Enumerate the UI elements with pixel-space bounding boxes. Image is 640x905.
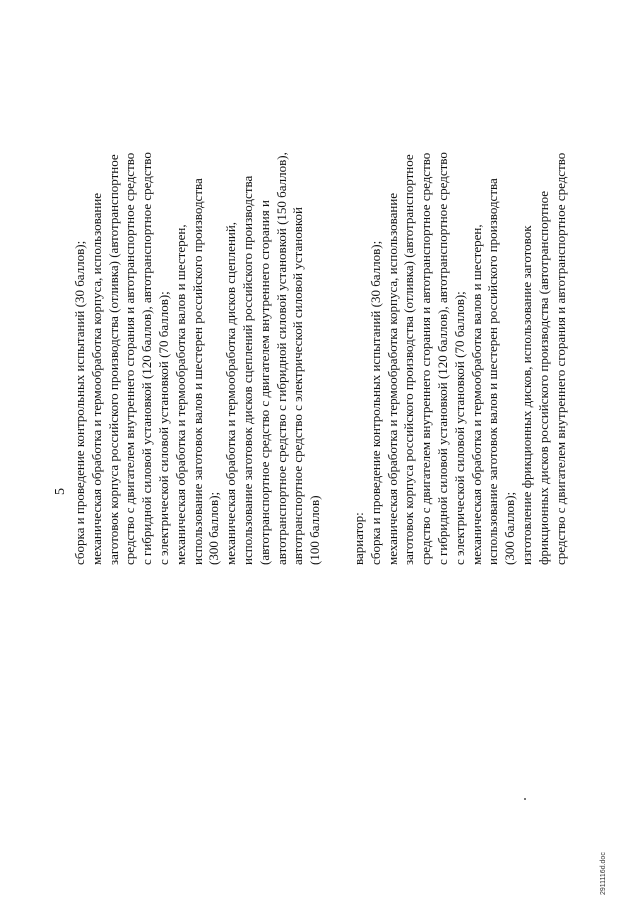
text-line: вариатор: <box>351 512 366 565</box>
text-line: использование заготовок дисков сцеплений российского производства <box>239 175 255 565</box>
text-line: с гибридной силовой установкой (120 баллов), автотранспортное средство <box>434 152 450 565</box>
text-line: автотранспортное средство с гибридной силовой установкой (150 баллов), <box>273 152 289 565</box>
text-line: средство с двигателем внутреннего сгорания и автотранспортное средство <box>418 152 434 565</box>
text-line: заготовок корпуса российского производства (отливка) (автотранспортное <box>105 154 121 565</box>
text-line: (300 баллов); <box>206 491 222 565</box>
text-block-gearbox <box>72 45 324 565</box>
text-line: средство с двигателем внутреннего сгорания и автотранспортное средство <box>122 152 138 565</box>
text-line: механическая обработка и термообработка дисков сцеплений, <box>223 221 239 565</box>
text-line: (300 баллов); <box>502 491 518 565</box>
page-number: 5 <box>53 488 68 495</box>
text-line: механическая обработка и термообработка корпуса, использование <box>88 192 104 565</box>
text-line: сборка и проведение контрольных испытаний (30 баллов); <box>72 240 87 565</box>
text-line: автотранспортное средство с электрической силовой установкой <box>290 207 306 565</box>
rotated-page-content <box>53 35 586 875</box>
text-line: использование заготовок валов и шестерен российского производства <box>189 178 205 565</box>
text-line: механическая обработка и термообработка корпуса, использование <box>384 192 400 565</box>
text-line: сборка и проведение контрольных испытаний (30 баллов); <box>367 240 383 565</box>
text-line: с электрической силовой установкой (70 баллов); <box>451 291 467 565</box>
text-line: фрикционных дисков российского производства (автотранспортное <box>535 190 551 565</box>
text-line: заготовок корпуса российского производства (отливка) (автотранспортное <box>401 154 417 565</box>
text-line: с гибридной силовой установкой (120 баллов), автотранспортное средство <box>139 152 155 565</box>
text-line: (автотранспортное средство с двигателем внутреннего сгорания и <box>256 200 272 565</box>
text-block-variator <box>351 45 569 565</box>
text-line: механическая обработка и термообработка валов и шестерен, <box>468 224 484 565</box>
text-line: с электрической силовой установкой (70 баллов); <box>155 291 171 565</box>
text-line: средство с двигателем внутреннего сгорания и автотранспортное средство <box>552 152 568 565</box>
footer-doc-code: 2911116d.doc <box>600 852 607 895</box>
text-line: использование заготовок валов и шестерен российского производства <box>485 178 501 565</box>
text-line: (100 баллов) <box>307 495 323 565</box>
text-line: механическая обработка и термообработка валов и шестерен, <box>172 224 188 565</box>
scan-speck <box>524 798 526 800</box>
text-line: изготовление фрикционных дисков, использование заготовок <box>518 225 534 565</box>
